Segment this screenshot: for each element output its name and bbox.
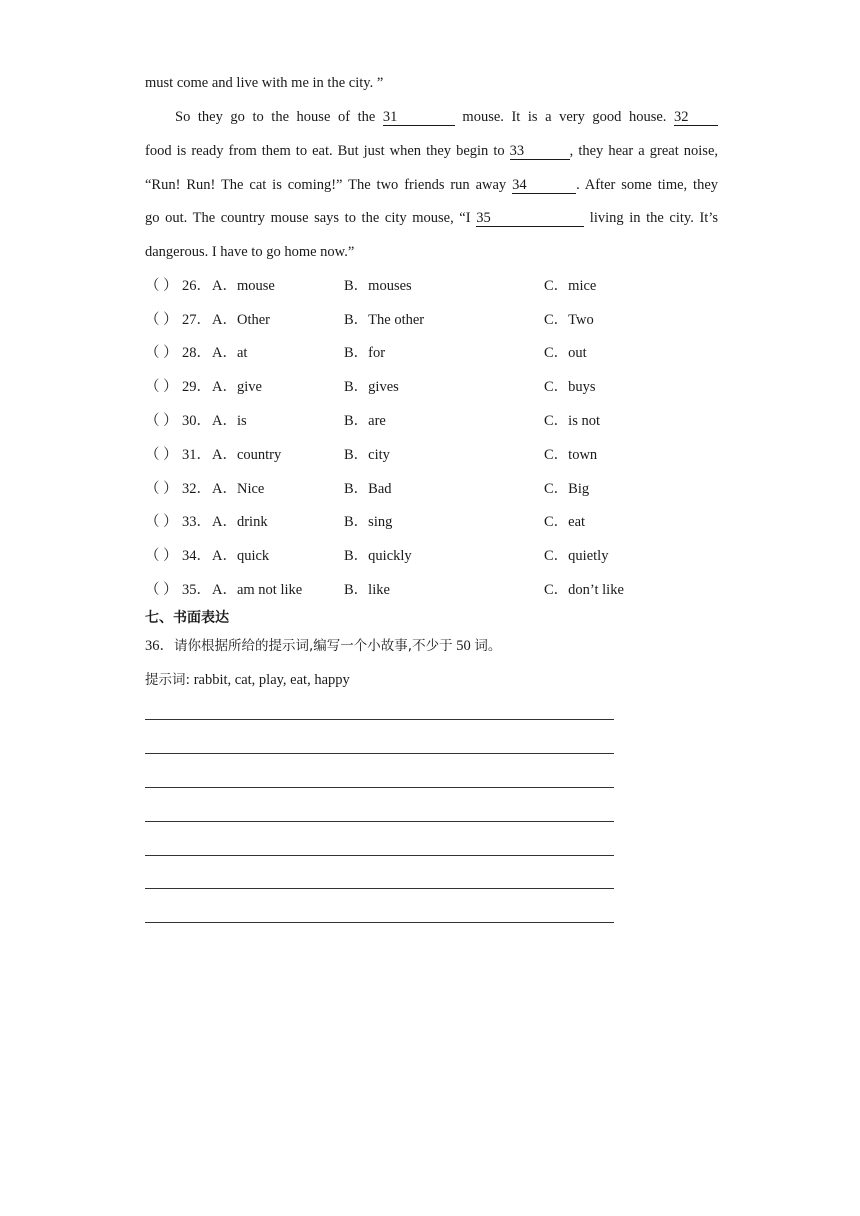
question-row-34 [145,546,745,566]
task-instruction-text: 请你根据所给的提示词,编写一个小故事,不少于 [174,638,453,654]
option-b: B．gives [344,379,399,395]
question-number: 30． [182,413,211,429]
question-number: 27． [182,312,211,328]
answer-paren[interactable]: （ ） [145,447,178,463]
section-heading: 七、书面表达 [145,610,229,626]
option-a: A．am not like [212,582,303,598]
option-c: C．is not [544,413,600,429]
passage-line-6 [145,242,718,262]
option-a: A．mouse [212,278,275,294]
hint-words: rabbit, cat, play, eat, happy [193,672,350,688]
option-c: C．don’t like [544,582,624,598]
passage-text: “Run! Run! The cat is coming!” The two friends run away [145,177,507,193]
option-a: A．at [212,345,248,361]
writing-line-3[interactable] [145,787,614,788]
task-word-count: 50 [456,638,471,654]
question-row-26 [145,276,745,296]
option-a: A．Other [212,312,270,328]
blank-32: 32 [674,109,718,126]
answer-paren[interactable]: （ ） [145,312,178,328]
option-b: B．mouses [344,278,412,294]
passage-text: . After some time, they [576,177,719,193]
option-c: C．out [544,345,587,361]
passage-text: living in the city. It’s [589,210,718,226]
option-a: A．Nice [212,481,265,497]
passage-line-1 [145,73,718,93]
option-b: B．for [344,345,386,361]
writing-line-6[interactable] [145,888,614,889]
question-row-32 [145,479,745,499]
answer-paren[interactable]: （ ） [145,548,178,564]
option-c: C．Two [544,312,594,328]
answer-paren[interactable]: （ ） [145,379,178,395]
question-number: 26． [182,278,211,294]
blank-34: 34 [512,177,576,194]
question-row-31 [145,445,745,465]
passage-line-4 [145,175,718,195]
writing-line-5[interactable] [145,855,614,856]
option-b: B．are [344,413,386,429]
writing-line-7[interactable] [145,922,614,923]
question-row-33 [145,512,745,532]
answer-paren[interactable]: （ ） [145,278,178,294]
option-a: A．country [212,447,282,463]
option-a: A．quick [212,548,270,564]
question-number: 35． [182,582,211,598]
writing-line-2[interactable] [145,753,614,754]
option-c: C．quietly [544,548,609,564]
answer-paren[interactable]: （ ） [145,345,178,361]
option-c: C．town [544,447,598,463]
question-number: 31． [182,447,211,463]
option-b: B．city [344,447,390,463]
question-row-29 [145,377,745,397]
option-b: B．Bad [344,481,392,497]
option-c: C．mice [544,278,597,294]
option-a: A．give [212,379,262,395]
question-row-30 [145,411,745,431]
question-row-28 [145,343,745,363]
option-c: C．buys [544,379,596,395]
option-a: A．is [212,413,247,429]
passage-text: must come and live with me in the city. ” [145,75,384,91]
option-b: B．quickly [344,548,412,564]
question-number: 29． [182,379,211,395]
question-number: 34． [182,548,211,564]
passage-line-3 [145,141,718,161]
question-row-35 [145,580,745,600]
task-hint [145,670,350,690]
blank-35: 35 [476,210,584,227]
passage-text: food is ready from them to eat. But just when they begin to [145,143,505,159]
passage-text: dangerous. I have to go home now.” [145,244,355,260]
blank-33: 33 [510,143,570,160]
question-number: 28． [182,345,211,361]
question-number: 33． [182,514,211,530]
option-b: B．The other [344,312,425,328]
answer-paren[interactable]: （ ） [145,514,178,530]
task-instruction-end: 词。 [474,638,502,654]
option-b: B．like [344,582,390,598]
writing-line-4[interactable] [145,821,614,822]
passage-text: go out. The country mouse says to the city mouse, “I [145,210,471,226]
answer-paren[interactable]: （ ） [145,582,178,598]
answer-paren[interactable]: （ ） [145,413,178,429]
option-c: C．Big [544,481,590,497]
passage-line-5 [145,208,718,228]
writing-line-1[interactable] [145,719,614,720]
task-instruction [145,636,501,656]
passage-text: So they go to the house of the [175,109,376,125]
passage-text: , they hear a great noise, [569,143,719,159]
passage-text: mouse. It is a very good house. [462,109,667,125]
question-number: 32． [182,481,211,497]
question-row-27 [145,310,745,330]
task-number: 36． [145,638,174,654]
answer-paren[interactable]: （ ） [145,481,178,497]
passage-line-2 [175,107,718,127]
option-c: C．eat [544,514,586,530]
blank-31: 31 [383,109,455,126]
option-b: B．sing [344,514,393,530]
hint-label: 提示词: [145,672,191,688]
option-a: A．drink [212,514,268,530]
